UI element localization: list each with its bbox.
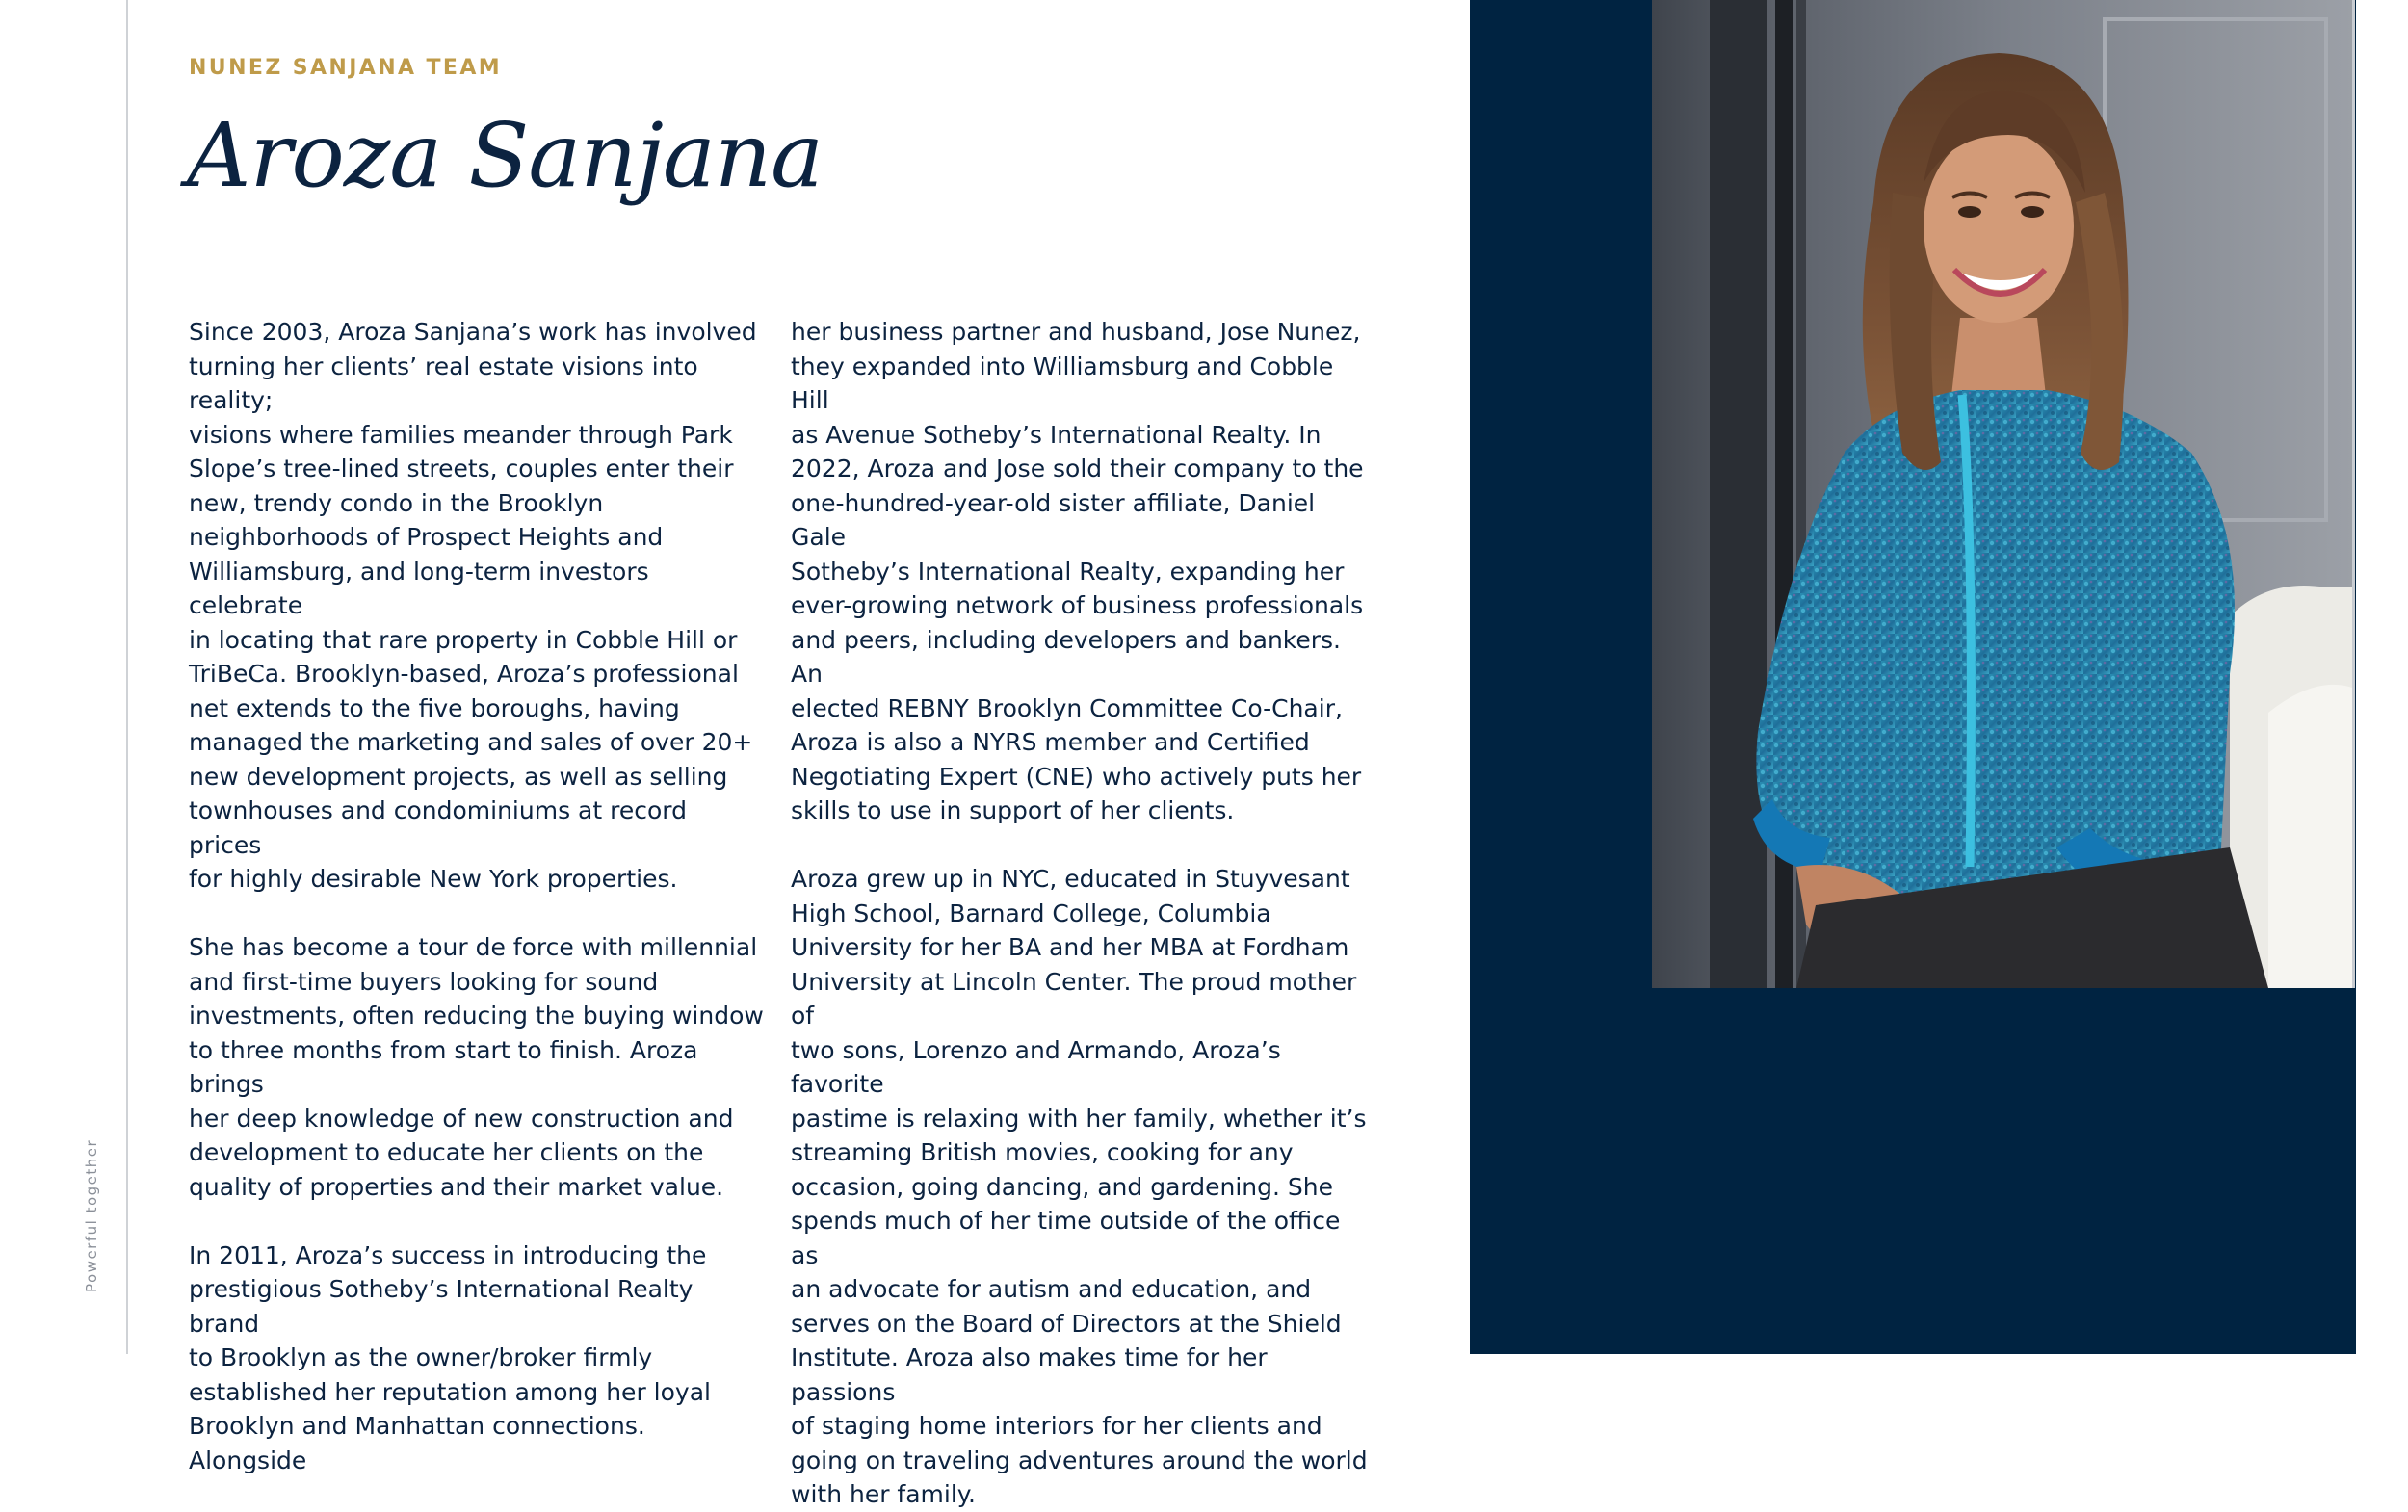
- bio-paragraph: She has become a tour de force with millennial and first-time buyers looking for sound investments, often reducing the buying window to three months from start to finish. Aroza brings her deep knowledge of new construction and development to educate her clients on the quality of properties and their market value.: [189, 933, 764, 1201]
- agent-portrait-photo: [1652, 0, 2355, 988]
- vertical-divider: [126, 0, 128, 1354]
- bio-paragraph: In 2011, Aroza’s success in introducing the prestigious Sotheby’s International Realty brand to Brooklyn as the owner/broker firmly established her reputation among her loyal Brooklyn and Manhattan connections. Alongside: [189, 1240, 711, 1474]
- bio-paragraph: Aroza grew up in NYC, educated in Stuyvesant High School, Barnard College, Columbia University for her BA and her MBA at Fordham University at Lincoln Center. The proud mother of two sons, Lorenzo and Armando, Aroza’s favorite pastime is relaxing with her family, whether it’s streaming British movies, cooking for any occasion, going dancing, and gardening. She spends much of her time outside of the office as an advocate for autism and education, and serves on the Board of Directors at the Shield Institute. Aroza also makes time for her passions of staging home interiors for her clients and going on traveling adventures around the world with her family.: [791, 865, 1368, 1508]
- bio-column-right: [791, 315, 1369, 1512]
- bio-paragraph: her business partner and husband, Jose Nunez, they expanded into Williamsburg and Cobble Hill as Avenue Sotheby’s International Realty. In 2022, Aroza and Jose sold their company to the one-hundred-year-old sister affiliate, Daniel Gale Sotheby’s International Realty, expanding her ever-growing network of business professionals and peers, including developers and bankers. An elected REBNY Brooklyn Committee Co-Chair, Aroza is also a NYRS member and Certified Negotiating Expert (CNE) who actively puts her skills to use in support of her clients.: [791, 318, 1364, 824]
- team-eyebrow: NUNEZ SANJANA TEAM: [189, 56, 503, 80]
- agent-name-heading: Aroza Sanjana: [187, 104, 823, 207]
- bio-paragraph: Since 2003, Aroza Sanjana’s work has involved turning her clients’ real estate visions into reality; visions where families meander through Park Slope’s tree-lined streets, couples enter their new, trendy condo in the Brooklyn neighborhoods of Prospect Heights and Williamsburg, and long-term investors celebrate in locating that rare property in Cobble Hill or TriBeCa. Brooklyn-based, Aroza’s professional net extends to the five boroughs, having managed the marketing and sales of over 20+ new development projects, as well as selling townhouses and condominiums at record prices for highly desirable New York properties.: [189, 318, 757, 893]
- bio-column-left: [189, 315, 767, 1477]
- portrait-illustration: [1652, 0, 2355, 988]
- side-tagline: Powerful together: [83, 1138, 100, 1292]
